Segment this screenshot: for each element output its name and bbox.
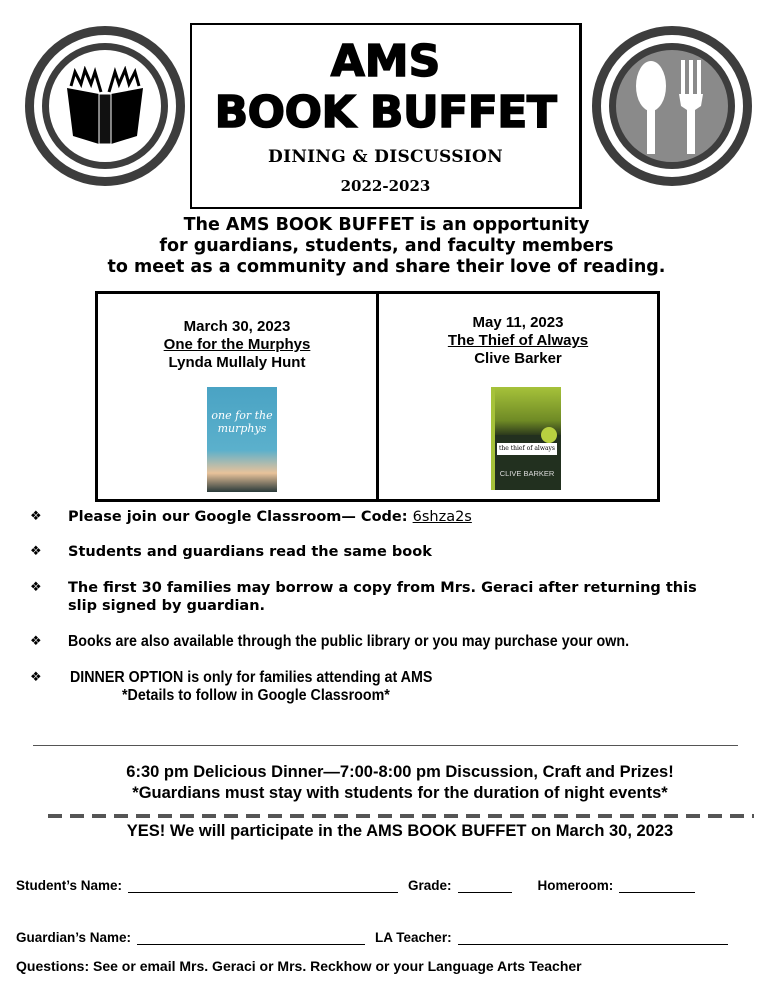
info-list	[28, 508, 768, 705]
intro-text	[60, 215, 713, 278]
open-book-icon	[59, 66, 151, 146]
cut-line-divider	[48, 814, 754, 818]
list-item: ❖ Please join our Google Classroom— Code: 6shza2s	[30, 509, 472, 525]
book-title: The Thief of Always	[447, 332, 589, 349]
title-ams: AMS	[330, 36, 441, 87]
list-item: ❖ DINNER OPTION is only for families attending at AMS *Details to follow in Google Classroom*	[30, 669, 433, 704]
diamond-bullet-icon: ❖	[30, 634, 42, 649]
questions-note: Questions: See or email Mrs. Geraci or Mrs. Reckhow or your Language Arts Teacher	[16, 958, 582, 974]
spoon-fork-icon	[627, 56, 717, 156]
cover-text: one for the murphys	[211, 409, 273, 435]
classroom-code: 6shza2s	[412, 509, 472, 525]
la-teacher-label: LA Teacher:	[375, 930, 452, 945]
divider	[33, 745, 738, 746]
list-item: ❖ Books are also available through the public library or you may purchase your own.	[30, 633, 630, 650]
diamond-bullet-icon: ❖	[30, 670, 42, 685]
diamond-bullet-icon: ❖	[30, 509, 42, 524]
title-box	[190, 23, 582, 209]
book-emblem	[25, 26, 185, 186]
list-item: ❖ The first 30 families may borrow a copy from Mrs. Geraci after returning this slip signed by guardian.	[30, 580, 697, 614]
diamond-bullet-icon: ❖	[30, 580, 42, 595]
la-teacher-field[interactable]	[458, 930, 728, 945]
book-title: One for the Murphys	[163, 336, 311, 353]
student-info-row	[16, 878, 705, 893]
book-date: May 11, 2023	[472, 314, 564, 331]
books-table	[95, 291, 660, 502]
diamond-bullet-icon: ❖	[30, 544, 42, 559]
rsvp-heading: YES! We will participate in the AMS BOOK BUFFET on March 30, 2023	[126, 822, 674, 840]
book-author: Lynda Mullaly Hunt	[168, 354, 306, 371]
homeroom-field[interactable]	[619, 878, 695, 893]
cover-author: CLIVE BARKER	[499, 469, 555, 478]
title-book-buffet: BOOK BUFFET	[214, 87, 557, 138]
intro-line-3: to meet as a community and share their love of reading.	[107, 257, 666, 277]
intro-line-2: for guardians, students, and faculty members	[159, 236, 614, 256]
cover-text: the thief of always	[497, 443, 557, 455]
subtitle: DINING & DISCUSSION	[268, 147, 503, 167]
student-name-label: Student’s Name:	[16, 878, 123, 893]
guardian-info-row	[16, 930, 738, 945]
schedule-line-1: 6:30 pm Delicious Dinner—7:00-8:00 pm Discussion, Craft and Prizes!	[126, 763, 674, 781]
list-item: ❖ Students and guardians read the same book	[30, 544, 432, 560]
grade-field[interactable]	[458, 878, 512, 893]
dining-emblem	[592, 26, 752, 186]
intro-line-1: The AMS BOOK BUFFET is an opportunity	[183, 215, 590, 235]
book-card	[376, 294, 657, 499]
book-card	[98, 294, 376, 499]
homeroom-label: Homeroom:	[537, 878, 614, 893]
book-date: March 30, 2023	[183, 318, 291, 335]
guardian-name-field[interactable]	[137, 930, 365, 945]
schedule	[40, 762, 760, 804]
guardian-name-label: Guardian’s Name:	[16, 930, 132, 945]
book-cover-image	[491, 387, 561, 490]
student-name-field[interactable]	[128, 878, 398, 893]
book-cover-image	[207, 387, 277, 492]
grade-label: Grade:	[408, 878, 452, 893]
book-author: Clive Barker	[474, 350, 562, 367]
schedule-line-2: *Guardians must stay with students for the duration of night events*	[132, 784, 668, 802]
school-year: 2022-2023	[340, 177, 431, 195]
